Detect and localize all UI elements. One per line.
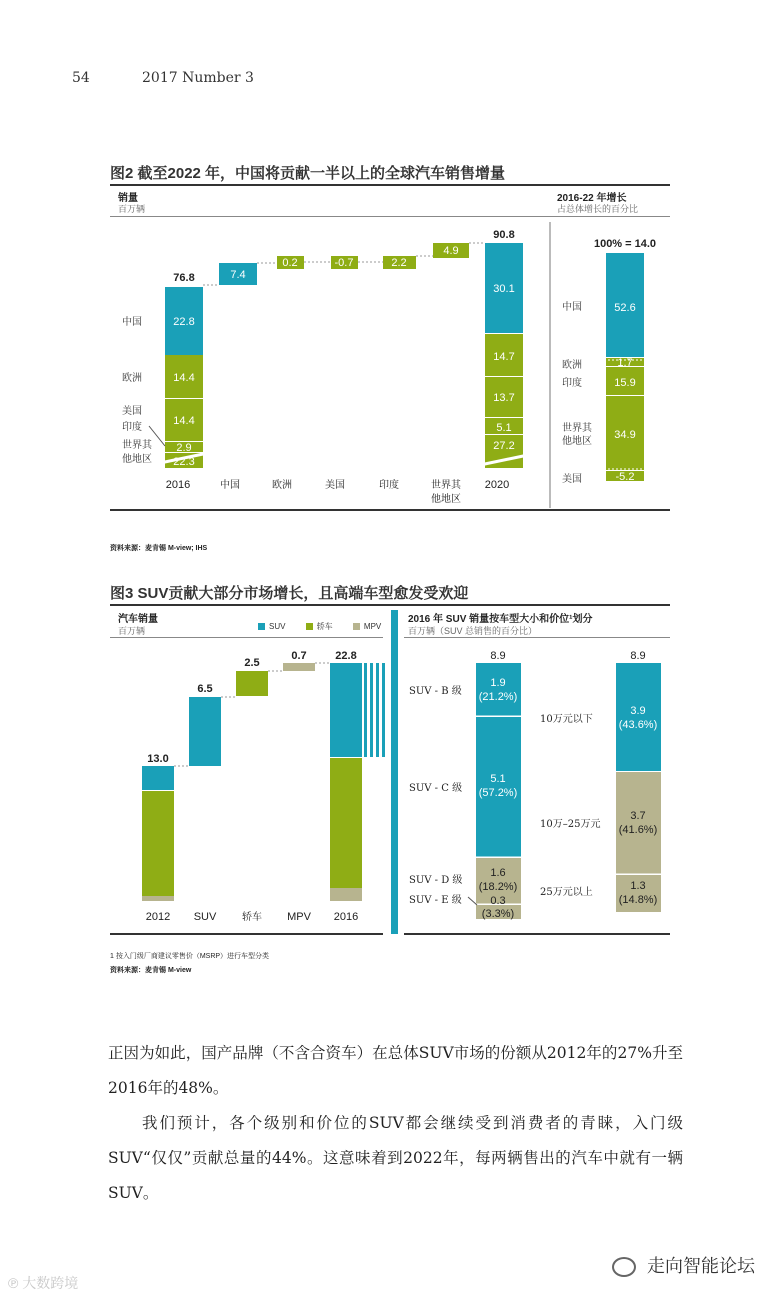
fig3-cat-2012: 2012 <box>145 911 171 923</box>
fig2-cat-china: 中国 <box>220 480 240 491</box>
fig3-cat-sedan: 轿车 <box>242 912 262 923</box>
figure3-title: 图3 SUV贡献大部分市场增长，且高端车型愈发受欢迎 <box>110 585 469 602</box>
fig3-price-label-mid: 10万–25万元 <box>540 819 601 830</box>
fig3-size-e-val: 0.3 <box>490 895 506 907</box>
watermark-left: ℗ 大数跨境 <box>8 1275 79 1291</box>
fig3-size-label-b: SUV - B 级 <box>409 686 462 697</box>
fig2-share-row-row1: 世界其 <box>562 423 592 434</box>
fig3-cat-mpv: MPV <box>287 911 311 923</box>
fig2-share-val-europe: 1.7 <box>617 357 633 369</box>
fig2-cat-2016: 2016 <box>165 479 191 491</box>
watermark-left-icon: ℗ <box>8 1275 19 1291</box>
figure2-right-label: 2016-22 年增长 <box>557 193 627 204</box>
figure3-left-unit: 百万辆 <box>118 626 146 636</box>
fig3-size-label-e: SUV - E 级 <box>409 895 462 906</box>
fig3-val-sedan: 2.5 <box>244 657 260 669</box>
fig3-size-label-d: SUV - D 级 <box>409 875 463 886</box>
fig2-row-europe: 欧洲 <box>122 373 142 384</box>
fig3-inc-mpv <box>283 663 315 671</box>
fig3-val-2012: 13.0 <box>147 753 169 765</box>
fig2-cat-europe: 欧洲 <box>272 480 292 491</box>
fig3-size-b-pct: (21.2%) <box>478 691 518 703</box>
fig2-row-row2: 他地区 <box>122 454 152 465</box>
fig2-2020-val-us: 13.7 <box>493 392 515 404</box>
fig3-inc-suv <box>189 697 221 766</box>
fig3-size-e-pct: (3.3%) <box>481 908 515 920</box>
figure2-source: 资料来源：麦肯锡 M-view; IHS <box>110 545 208 552</box>
fig3-price-high-val: 1.3 <box>630 880 646 892</box>
fig2-share-row-europe: 欧洲 <box>562 360 582 371</box>
wechat-icon <box>612 1257 636 1277</box>
fig3-price-low <box>616 663 661 771</box>
fig3-price-high-pct: (14.8%) <box>618 894 658 906</box>
fig3-2016-mpv <box>330 888 362 901</box>
fig2-cat-india: 印度 <box>379 480 399 491</box>
issue-label: 2017 Number 3 <box>142 70 254 86</box>
fig2-share-row-china: 中国 <box>562 302 582 313</box>
figure2-left-unit: 百万辆 <box>118 204 146 214</box>
fig3-price-low-val: 3.9 <box>630 705 646 717</box>
fig2-row-row1: 世界其 <box>122 440 152 451</box>
fig2-2020-val-europe: 14.7 <box>493 351 515 363</box>
fig3-2016-suv <box>330 663 362 757</box>
fig3-2012-suv <box>142 766 174 790</box>
fig2-inc-val-us: -0.7 <box>334 257 354 269</box>
fig2-2020-val-china: 30.1 <box>493 283 515 295</box>
fig2-2016-val-row: 22.3 <box>173 456 195 468</box>
fig2-share-total: 100% = 14.0 <box>593 238 657 250</box>
fig2-2016-val-china: 22.8 <box>173 316 195 328</box>
fig3-size-total: 8.9 <box>490 650 506 662</box>
fig2-inc-val-china: 7.4 <box>230 269 246 281</box>
fig2-share-val-us: -5.2 <box>615 471 635 483</box>
legend-suv: SUV <box>258 622 285 631</box>
fig3-size-c-pct: (57.2%) <box>478 787 518 799</box>
legend-mpv: MPV <box>353 622 381 631</box>
fig2-2016-total: 76.8 <box>173 272 195 284</box>
fig2-cat-row-2: 他地区 <box>431 494 461 505</box>
fig2-row-india: 印度 <box>122 422 142 433</box>
fig3-price-mid-val: 3.7 <box>630 810 646 822</box>
watermark-right: 走向智能论坛 <box>612 1252 755 1278</box>
fig3-price-mid-pct: (41.6%) <box>618 824 658 836</box>
figure2-left-label: 销量 <box>118 193 138 204</box>
fig3-price-mid <box>616 772 661 874</box>
fig2-share-val-india: 15.9 <box>614 377 636 389</box>
legend-sedan: 轿车 <box>306 622 333 631</box>
fig3-size-label-c: SUV - C 级 <box>409 783 463 794</box>
fig3-size-b <box>476 663 521 716</box>
figure3-source: 资料来源：麦肯锡 M-view <box>110 967 192 974</box>
fig2-share-row-row2: 他地区 <box>562 436 592 447</box>
fig2-cat-row-1: 世界其 <box>431 480 461 491</box>
fig3-val-2016: 22.8 <box>335 650 357 662</box>
fig3-size-b-val: 1.9 <box>490 677 506 689</box>
fig2-share-row-us: 美国 <box>562 474 582 485</box>
fig3-price-total: 8.9 <box>630 650 646 662</box>
body-paragraph-2: 我们预计，各个级别和价位的SUV都会继续受到消费者的青睐，入门级SUV“仅仅”贡献总量的44%。这意味着到2022年，每两辆售出的汽车中就有一辆SUV。 <box>108 1114 683 1202</box>
fig3-size-d-val: 1.6 <box>490 867 506 879</box>
figure3-footnote: 1 按入门级厂商建议零售价（MSRP）进行车型分类 <box>110 953 270 960</box>
fig3-2016-expand-stripes <box>364 663 385 757</box>
fig2-2016-val-europe: 14.4 <box>173 372 195 384</box>
fig3-val-suv: 6.5 <box>197 683 213 695</box>
figure2-title: 图2 截至2022 年，中国将贡献一半以上的全球汽车销售增量 <box>110 165 506 182</box>
body-paragraph-1: 正因为如此，国产品牌（不含合资车）在总体SUV市场的份额从2012年的27%升至 2016年的48%。 <box>108 1044 683 1097</box>
fig2-share-val-row: 34.9 <box>614 429 636 441</box>
fig2-2020-total: 90.8 <box>493 229 515 241</box>
figure3-right-unit: 百万辆（SUV 总销售的百分比） <box>408 626 538 636</box>
fig2-2020-val-row: 27.2 <box>493 440 515 452</box>
page-number: 54 <box>72 70 90 86</box>
figure2-right-unit: 占总体增长的百分比 <box>557 204 639 214</box>
fig3-price-label-high: 25万元以上 <box>540 887 593 898</box>
fig3-cat-suv: SUV <box>193 911 217 923</box>
fig3-cat-2016: 2016 <box>333 911 359 923</box>
fig2-inc-val-row: 4.9 <box>443 245 459 257</box>
fig2-share-row-india: 印度 <box>562 378 582 389</box>
fig3-inc-sedan <box>236 671 268 696</box>
fig3-price-label-low: 10万元以下 <box>540 714 593 725</box>
fig3-2012-mpv <box>142 896 174 901</box>
fig3-price-low-pct: (43.6%) <box>618 719 658 731</box>
figure3-right-label: 2016 年 SUV 销量按车型大小和价位¹划分 <box>408 614 593 625</box>
fig3-val-mpv: 0.7 <box>291 650 307 662</box>
fig2-2020-val-india: 5.1 <box>496 422 512 434</box>
fig2-share-val-china: 52.6 <box>614 302 636 314</box>
figure3-left-label: 汽车销量 <box>118 614 158 625</box>
fig3-size-c-val: 5.1 <box>490 773 506 785</box>
fig2-row-us: 美国 <box>122 406 142 417</box>
fig2-2016-val-us: 14.4 <box>173 415 195 427</box>
fig3-2016-sedan <box>330 758 362 888</box>
fig2-cat-2020: 2020 <box>484 479 510 491</box>
fig2-inc-val-india: 2.2 <box>391 257 407 269</box>
fig3-size-d-pct: (18.2%) <box>478 881 518 893</box>
fig2-cat-us: 美国 <box>325 480 345 491</box>
fig2-2016-val-india: 2.9 <box>176 442 192 454</box>
fig2-inc-val-europe: 0.2 <box>282 257 298 269</box>
fig2-row-china: 中国 <box>122 317 142 328</box>
fig3-2012-sedan <box>142 791 174 896</box>
